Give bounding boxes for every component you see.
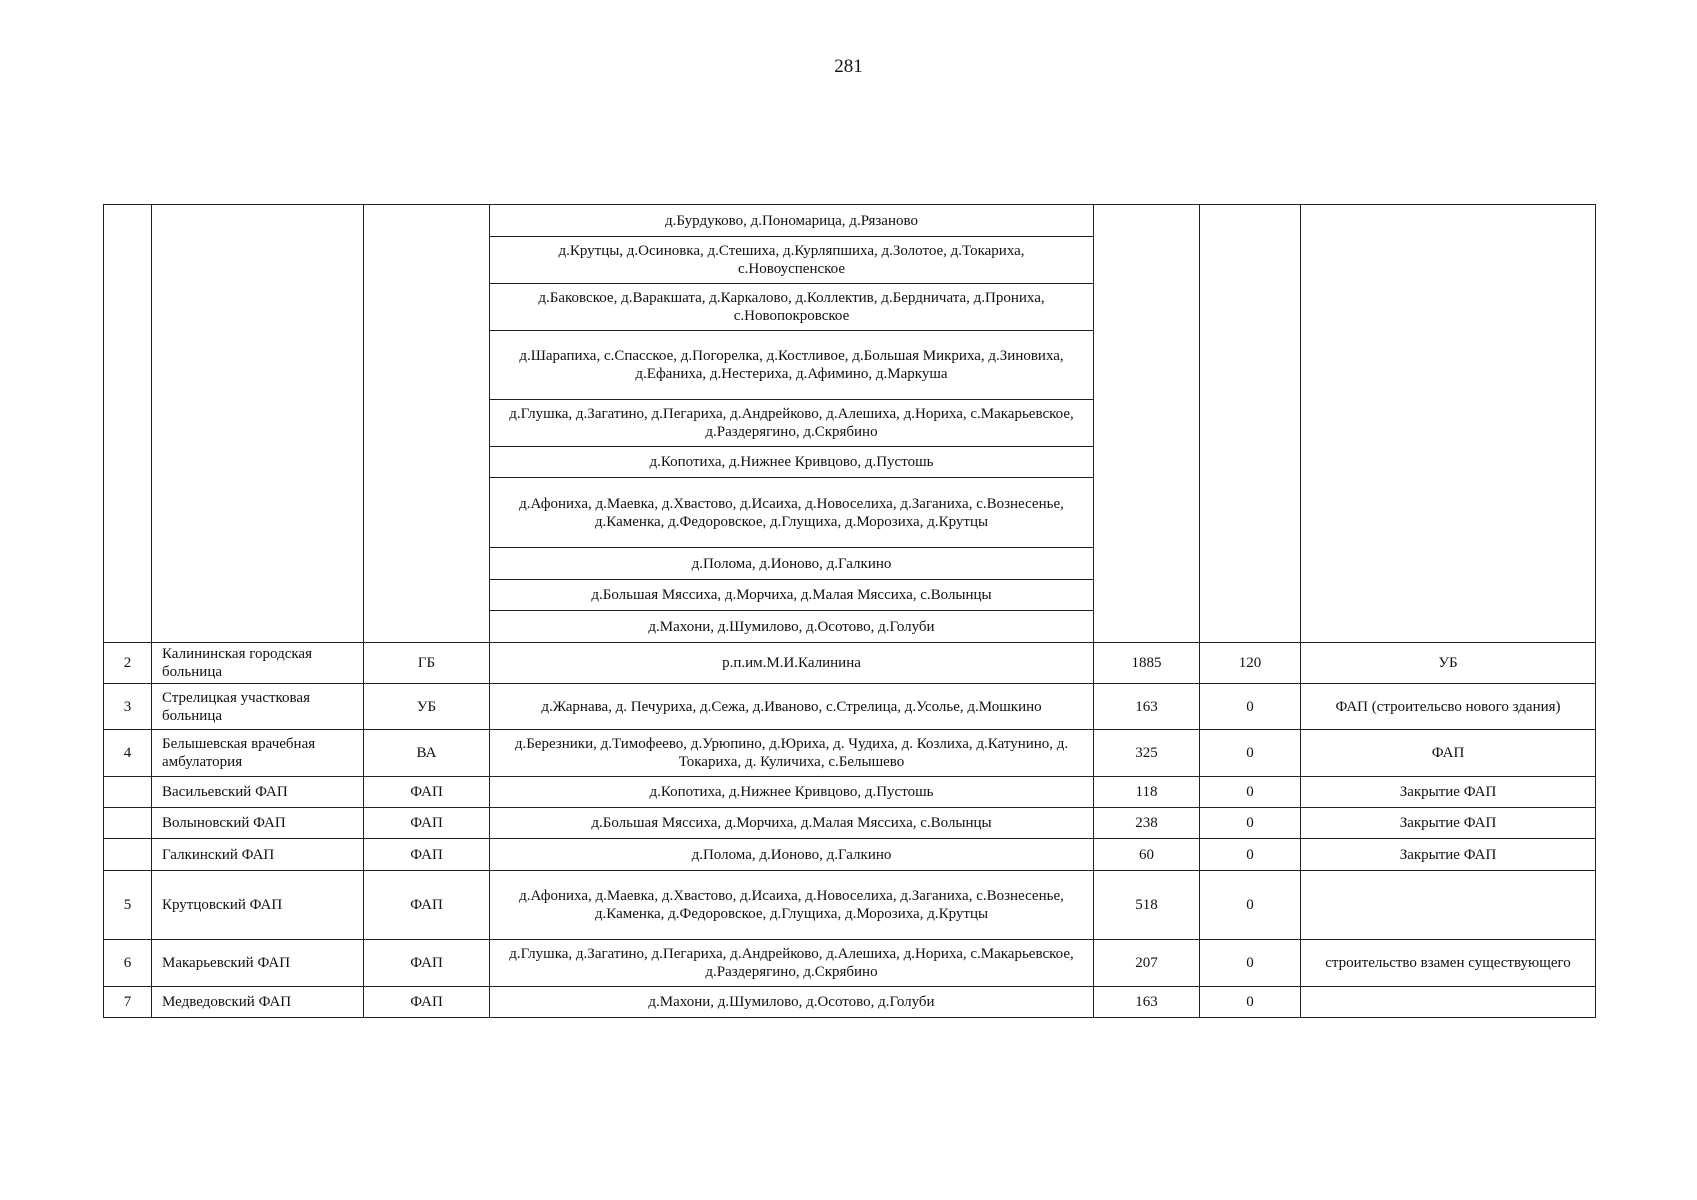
page-number: 281: [834, 56, 863, 77]
settlements-cell: д.Афониха, д.Маевка, д.Хвастово, д.Исаиха, д.Новоселиха, д.Заганиха, с.Вознесенье, д.Каменка, д.Федоровское, д.Глущиха, д.Морозиха, д.Крутцы: [490, 871, 1094, 940]
table-row: [104, 777, 1596, 808]
settlements-cell: д.Большая Мяссиха, д.Морчиха, д.Малая Мяссиха, с.Волынцы: [490, 580, 1094, 611]
num-cell: 3: [104, 684, 152, 730]
population-cell: 163: [1094, 684, 1200, 730]
settlements-cell: д.Баковское, д.Варакшата, д.Каркалово, д.Коллектив, д.Бердничата, д.Прониха, с.Новопокровское: [490, 284, 1094, 331]
type-cell: ФАП: [364, 987, 490, 1018]
num-cell: [104, 777, 152, 808]
plan-cell: ФАП (строительсво нового здания): [1301, 684, 1596, 730]
settlements-cell: д.Копотиха, д.Нижнее Кривцово, д.Пустошь: [490, 447, 1094, 478]
settlements-cell: д.Полома, д.Ионово, д.Галкино: [490, 548, 1094, 580]
type-cell: ФАП: [364, 777, 490, 808]
settlements-cell: д.Махони, д.Шумилово, д.Осотово, д.Голуби: [490, 987, 1094, 1018]
table-row: [104, 987, 1596, 1018]
type-cell: ФАП: [364, 940, 490, 987]
facilities-table: [103, 204, 1596, 1018]
beds-cell: 0: [1200, 987, 1301, 1018]
table-row: [104, 205, 1596, 237]
population-cell: 325: [1094, 730, 1200, 777]
population-cell: 163: [1094, 987, 1200, 1018]
num-cell: 7: [104, 987, 152, 1018]
plan-cell: [1301, 205, 1596, 643]
type-cell: ВА: [364, 730, 490, 777]
name-cell: Волыновский ФАП: [152, 808, 364, 839]
name-cell: Макарьевский ФАП: [152, 940, 364, 987]
plan-cell: Закрытие ФАП: [1301, 777, 1596, 808]
name-cell: Васильевский ФАП: [152, 777, 364, 808]
settlements-cell: д.Копотиха, д.Нижнее Кривцово, д.Пустошь: [490, 777, 1094, 808]
settlements-cell: д.Афониха, д.Маевка, д.Хвастово, д.Исаиха, д.Новоселиха, д.Заганиха, с.Вознесенье, д.Каменка, д.Федоровское, д.Глущиха, д.Морозиха, д.Крутцы: [490, 478, 1094, 548]
beds-cell: 0: [1200, 871, 1301, 940]
settlements-cell: р.п.им.М.И.Калинина: [490, 643, 1094, 684]
table-row: [104, 684, 1596, 730]
plan-cell: Закрытие ФАП: [1301, 839, 1596, 871]
settlements-cell: д.Глушка, д.Загатино, д.Пегариха, д.Андрейково, д.Алешиха, д.Нориха, с.Макарьевское, д.Раздерягино, д.Скрябино: [490, 940, 1094, 987]
num-cell: 4: [104, 730, 152, 777]
plan-cell: УБ: [1301, 643, 1596, 684]
num-cell: [104, 205, 152, 643]
table-row: [104, 730, 1596, 777]
type-cell: ФАП: [364, 839, 490, 871]
settlements-cell: д.Бурдуково, д.Пономарица, д.Рязаново: [490, 205, 1094, 237]
name-cell: [152, 205, 364, 643]
beds-cell: 0: [1200, 684, 1301, 730]
type-cell: [364, 205, 490, 643]
settlements-cell: д.Крутцы, д.Осиновка, д.Стешиха, д.Курляпшиха, д.Золотое, д.Токариха, с.Новоуспенское: [490, 237, 1094, 284]
population-cell: 518: [1094, 871, 1200, 940]
settlements-cell: д.Махони, д.Шумилово, д.Осотово, д.Голуби: [490, 611, 1094, 643]
num-cell: [104, 808, 152, 839]
beds-cell: [1200, 205, 1301, 643]
population-cell: 118: [1094, 777, 1200, 808]
population-cell: 1885: [1094, 643, 1200, 684]
settlements-cell: д.Большая Мяссиха, д.Морчиха, д.Малая Мяссиха, с.Волынцы: [490, 808, 1094, 839]
beds-cell: 0: [1200, 777, 1301, 808]
settlements-cell: д.Глушка, д.Загатино, д.Пегариха, д.Андрейково, д.Алешиха, д.Нориха, с.Макарьевское, д.Раздерягино, д.Скрябино: [490, 400, 1094, 447]
plan-cell: Закрытие ФАП: [1301, 808, 1596, 839]
table-row: [104, 940, 1596, 987]
table-row: [104, 839, 1596, 871]
beds-cell: 0: [1200, 839, 1301, 871]
beds-cell: 0: [1200, 940, 1301, 987]
type-cell: УБ: [364, 684, 490, 730]
plan-cell: строительство взамен существующего: [1301, 940, 1596, 987]
beds-cell: 120: [1200, 643, 1301, 684]
num-cell: 2: [104, 643, 152, 684]
type-cell: ФАП: [364, 871, 490, 940]
settlements-cell: д.Березники, д.Тимофеево, д.Урюпино, д.Юриха, д. Чудиха, д. Козлиха, д.Катунино, д. Токариха, д. Куличиха, с.Белышево: [490, 730, 1094, 777]
table-row: [104, 808, 1596, 839]
name-cell: Крутцовский ФАП: [152, 871, 364, 940]
name-cell: Стрелицкая участковая больница: [152, 684, 364, 730]
plan-cell: [1301, 871, 1596, 940]
population-cell: 238: [1094, 808, 1200, 839]
name-cell: Медведовский ФАП: [152, 987, 364, 1018]
settlements-cell: д.Полома, д.Ионово, д.Галкино: [490, 839, 1094, 871]
table-row: [104, 643, 1596, 684]
settlements-cell: д.Шарапиха, с.Спасское, д.Погорелка, д.Костливое, д.Большая Микриха, д.Зиновиха, д.Ефаниха, д.Нестериха, д.Афимино, д.Маркуша: [490, 331, 1094, 400]
plan-cell: [1301, 987, 1596, 1018]
table-row: [104, 871, 1596, 940]
population-cell: 60: [1094, 839, 1200, 871]
settlements-cell: д.Жарнава, д. Печуриха, д.Сежа, д.Иваново, с.Стрелица, д.Усолье, д.Мошкино: [490, 684, 1094, 730]
name-cell: Калининская городская больница: [152, 643, 364, 684]
num-cell: [104, 839, 152, 871]
name-cell: Белышевская врачебная амбулатория: [152, 730, 364, 777]
beds-cell: 0: [1200, 730, 1301, 777]
num-cell: 6: [104, 940, 152, 987]
plan-cell: ФАП: [1301, 730, 1596, 777]
population-cell: [1094, 205, 1200, 643]
num-cell: 5: [104, 871, 152, 940]
beds-cell: 0: [1200, 808, 1301, 839]
population-cell: 207: [1094, 940, 1200, 987]
type-cell: ФАП: [364, 808, 490, 839]
name-cell: Галкинский ФАП: [152, 839, 364, 871]
type-cell: ГБ: [364, 643, 490, 684]
